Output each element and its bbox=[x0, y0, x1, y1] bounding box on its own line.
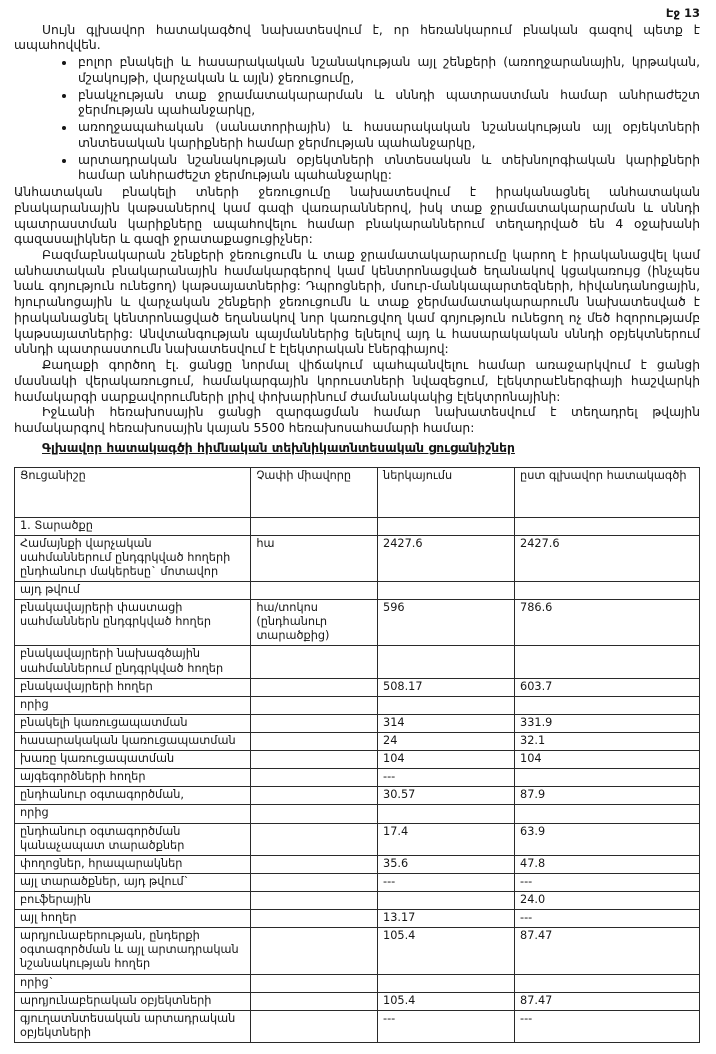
table-cell-unit bbox=[251, 678, 378, 696]
table-cell-plan: 87.9 bbox=[515, 787, 700, 805]
table-cell-label: բնակավայրերի նախագծային սահմաններում ընդգրկված հողեր bbox=[15, 646, 251, 678]
table-cell-unit bbox=[251, 787, 378, 805]
table-cell-now bbox=[378, 581, 515, 599]
table-row bbox=[15, 891, 700, 909]
table-cell-label: արդյունաբերության, ընդերքի օգտագործման և այլ արտադրական նշանակության հողեր bbox=[15, 928, 251, 974]
table-cell-now: 24 bbox=[378, 732, 515, 750]
table-cell-now bbox=[378, 517, 515, 535]
table-cell-label: բնակելի կառուցապատման bbox=[15, 714, 251, 732]
table-row bbox=[15, 1010, 700, 1042]
table-cell-now: 105.4 bbox=[378, 992, 515, 1010]
table-row bbox=[15, 974, 700, 992]
table-cell-label: խառը կառուցապատման bbox=[15, 751, 251, 769]
table-cell-plan: 47.8 bbox=[515, 855, 700, 873]
table-cell-plan: 603.7 bbox=[515, 678, 700, 696]
table-cell-unit bbox=[251, 873, 378, 891]
table-cell-label: ընդհանուր օգտագործման, bbox=[15, 787, 251, 805]
table-cell-unit bbox=[251, 646, 378, 678]
table-row bbox=[15, 823, 700, 855]
table-row bbox=[15, 787, 700, 805]
table-row bbox=[15, 581, 700, 599]
bullet-item: • առողջապահական (սանատորիային) և հասարակական նշանակության այլ օբյեկտների տնտեսական կարիքների համար ջերմության պահանջարկը, bbox=[76, 120, 700, 151]
table-cell-label: բուֆերային bbox=[15, 891, 251, 909]
table-cell-plan: 63.9 bbox=[515, 823, 700, 855]
table-cell-unit bbox=[251, 805, 378, 823]
table-cell-plan: 2427.6 bbox=[515, 535, 700, 581]
table-cell-plan: --- bbox=[515, 910, 700, 928]
table-cell-unit bbox=[251, 992, 378, 1010]
table-title: Գլխավոր հատակագծի հիմնական տեխնիկատնտեսական ցուցանիշներ bbox=[42, 440, 515, 455]
table-header-cell: Չափի միավորը bbox=[251, 467, 378, 517]
table-cell-now: 596 bbox=[378, 600, 515, 646]
table-cell-label: ընդհանուր օգտագործման կանաչապատ տարածքներ bbox=[15, 823, 251, 855]
table-cell-label: այգեգործների հողեր bbox=[15, 769, 251, 787]
table-cell-unit bbox=[251, 910, 378, 928]
table-cell-unit: հա bbox=[251, 535, 378, 581]
table-row bbox=[15, 646, 700, 678]
indicators-table bbox=[14, 467, 700, 1043]
table-cell-label: 1. Տարածքը bbox=[15, 517, 251, 535]
table-cell-label: Համայնքի վարչական սահմաններում ընդգրկված հողերի ընդհանուր մակերեսը` մոտավոր bbox=[15, 535, 251, 581]
table-cell-now: 105.4 bbox=[378, 928, 515, 974]
table-cell-plan bbox=[515, 696, 700, 714]
table-cell-now bbox=[378, 805, 515, 823]
table-cell-plan: --- bbox=[515, 1010, 700, 1042]
table-cell-unit: հա/տոկոս (ընդհանուր տարածքից) bbox=[251, 600, 378, 646]
table-cell-now: 2427.6 bbox=[378, 535, 515, 581]
table-cell-now bbox=[378, 696, 515, 714]
table-cell-unit bbox=[251, 891, 378, 909]
paragraph-telephone-network: Իջևանի հեռախոսային ցանցի զարգացման համար նախատեսվում է տեղադրել թվային համակարգով հեռախոսային կայան 5500 հեռախոսահամարի համար: bbox=[14, 405, 700, 436]
table-row bbox=[15, 873, 700, 891]
table-cell-unit bbox=[251, 714, 378, 732]
table-cell-label: այդ թվում bbox=[15, 581, 251, 599]
table-row bbox=[15, 805, 700, 823]
table-cell-plan: 87.47 bbox=[515, 992, 700, 1010]
table-cell-plan: 331.9 bbox=[515, 714, 700, 732]
table-cell-unit bbox=[251, 581, 378, 599]
table-row bbox=[15, 714, 700, 732]
table-cell-now: 30.57 bbox=[378, 787, 515, 805]
table-cell-now: --- bbox=[378, 1010, 515, 1042]
table-cell-plan bbox=[515, 517, 700, 535]
table-cell-plan: 87.47 bbox=[515, 928, 700, 974]
table-cell-label: արդյունաբերական օբյեկտների bbox=[15, 992, 251, 1010]
table-cell-plan bbox=[515, 581, 700, 599]
table-cell-label: այլ հողեր bbox=[15, 910, 251, 928]
table-cell-now bbox=[378, 974, 515, 992]
table-cell-plan bbox=[515, 805, 700, 823]
table-cell-label: որից` bbox=[15, 974, 251, 992]
table-cell-now: 17.4 bbox=[378, 823, 515, 855]
table-cell-plan: 24.0 bbox=[515, 891, 700, 909]
table-cell-now: 13.17 bbox=[378, 910, 515, 928]
table-cell-now bbox=[378, 891, 515, 909]
table-cell-plan: --- bbox=[515, 873, 700, 891]
table-cell-label: որից bbox=[15, 805, 251, 823]
table-cell-now: 35.6 bbox=[378, 855, 515, 873]
table-row bbox=[15, 910, 700, 928]
table-row bbox=[15, 535, 700, 581]
table-row bbox=[15, 751, 700, 769]
table-cell-now: 104 bbox=[378, 751, 515, 769]
bullet-item: • արտադրական նշանակության օբյեկտների տնտեսական և տեխնոլոգիական կարիքների համար անհրաժեշտ ջերմության պահանջարկը: bbox=[76, 153, 700, 184]
table-cell-now bbox=[378, 646, 515, 678]
bullet-list bbox=[14, 55, 700, 184]
bullet-item: • բնակչության տաք ջրամատակարարման և սննդի պատրաստման համար անհրաժեշտ ջերմության պահանջարկը, bbox=[76, 88, 700, 119]
table-cell-label: գյուղատնտեսական արտադրական օբյեկտների bbox=[15, 1010, 251, 1042]
paragraph-electric-network: Քաղաքի գործող էլ. ցանցը նորմալ վիճակում պահպանվելու համար առաջարկվում է ցանցի մասնակի վերակառուցում, համակարգային կորուստների նվազեցում, էլեկտրաէներգիայի հաշվարկի համակարգի սարքավորումների լրիվ փոխարինում ժամանակակից էլեկտրոնայինի: bbox=[14, 358, 700, 404]
table-header-row bbox=[15, 467, 700, 517]
table-header-cell: ներկայումս bbox=[378, 467, 515, 517]
table-row bbox=[15, 769, 700, 787]
table-cell-label: բնակավայրերի փաստացի սահմաններն ընդգրկված հողեր bbox=[15, 600, 251, 646]
table-cell-unit bbox=[251, 823, 378, 855]
table-cell-plan bbox=[515, 769, 700, 787]
table-cell-label: բնակավայրերի հողեր bbox=[15, 678, 251, 696]
table-cell-unit bbox=[251, 517, 378, 535]
table-header-cell: Ցուցանիշը bbox=[15, 467, 251, 517]
page-number: Էջ 13 bbox=[665, 6, 700, 20]
table-cell-unit bbox=[251, 1010, 378, 1042]
paragraph-intro: Սույն գլխավոր հատակագծով նախատեսվում է, որ հեռանկարում բնական գազով պետք է ապահովվեն. bbox=[14, 22, 700, 53]
table-cell-label: այլ տարածքներ, այդ թվում` bbox=[15, 873, 251, 891]
table-row bbox=[15, 855, 700, 873]
bullet-item: • բոլոր բնակելի և հասարակական նշանակության այլ շենքերի (առողջարանային, կրթական, մշակույթի, վարչական և այլն) ջեռուցումը, bbox=[76, 55, 700, 86]
table-cell-plan: 32.1 bbox=[515, 732, 700, 750]
table-cell-plan: 786.6 bbox=[515, 600, 700, 646]
table-row bbox=[15, 678, 700, 696]
table-row bbox=[15, 600, 700, 646]
table-row bbox=[15, 992, 700, 1010]
table-cell-unit bbox=[251, 732, 378, 750]
table-cell-label: փողոցներ, հրապարակներ bbox=[15, 855, 251, 873]
table-cell-now: 508.17 bbox=[378, 678, 515, 696]
table-cell-unit bbox=[251, 769, 378, 787]
table-cell-unit bbox=[251, 974, 378, 992]
table-row bbox=[15, 732, 700, 750]
table-cell-unit bbox=[251, 855, 378, 873]
table-cell-now: --- bbox=[378, 873, 515, 891]
table-row bbox=[15, 928, 700, 974]
table-cell-plan: 104 bbox=[515, 751, 700, 769]
table-cell-unit bbox=[251, 696, 378, 714]
paragraph-individual-heating: Անհատական բնակելի տների ջեռուցումը նախատեսվում է իրականացնել անհատական բնակարանային կաթսաներով կամ գազի վառարաններով, իսկ տաք ջրամատակարարման և սննդի պատրաստման կարիքները ապահովելու համար բնակարաններում տեղադրված են 4 օջախանի գազասալիկներ և գազի ջրատաքացուցիչներ: bbox=[14, 185, 700, 247]
table-cell-now: 314 bbox=[378, 714, 515, 732]
table-cell-unit bbox=[251, 928, 378, 974]
table-header-cell: ըստ գլխավոր հատակագծի bbox=[515, 467, 700, 517]
paragraph-multiapartment: Բազմաբնակարան շենքերի ջեռուցումն և տաք ջրամատակարարումը կարող է իրականացվել կամ անհատական բնակարանային համակարգերով կամ կենտրոնացված եղանակով կցակառույց (ինչպես նաև գոյություն ունեցող) կաթսայատներից: Դպրոցների, մսուր-մանկապարտեզների, հիվանդանոցային, հյուրանոցային և վարչական շենքերի ջեռուցումն և տաք ջերմամատակարարումն նախատեսված է իրականացնել կենտրոնացված եղանակով նոր կառուցվող կամ գոյություն ունեցող ոչ մեծ հզորությամբ կաթսայատներից: Անվտանգության պայմաններից ելնելով այդ և հասարակական սննդի օբյեկտներում սննդի պատրաստումն նախատեսվում է էլեկտրական էներգիայով: bbox=[14, 248, 700, 357]
table-cell-now: --- bbox=[378, 769, 515, 787]
table-cell-label: հասարակական կառուցապատման bbox=[15, 732, 251, 750]
table-cell-unit bbox=[251, 751, 378, 769]
table-row bbox=[15, 517, 700, 535]
table-cell-label: որից bbox=[15, 696, 251, 714]
table-row bbox=[15, 696, 700, 714]
table-cell-plan bbox=[515, 974, 700, 992]
table-cell-plan bbox=[515, 646, 700, 678]
